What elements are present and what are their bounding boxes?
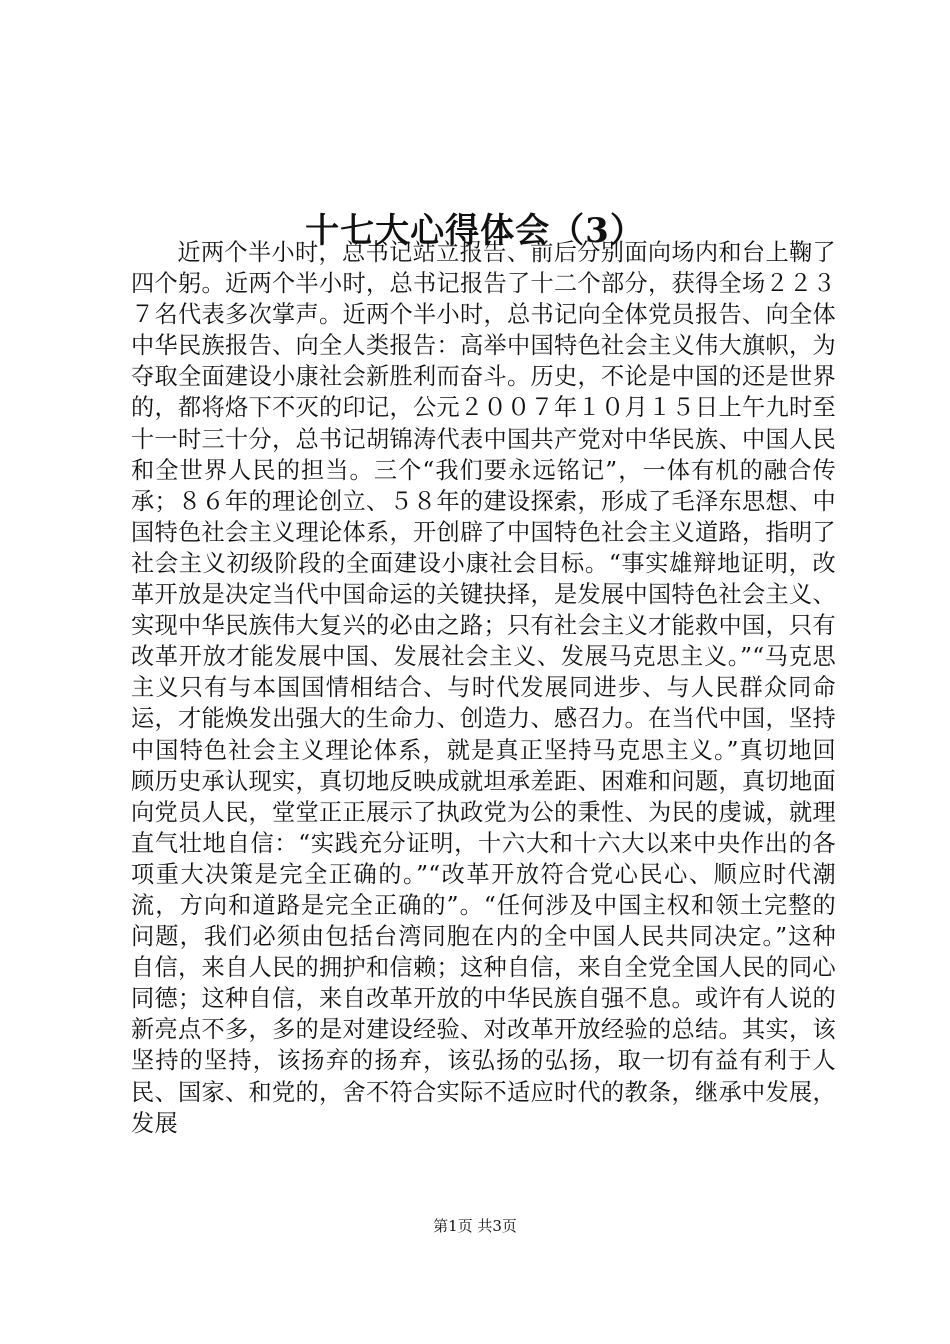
body-paragraph: 近两个半小时，总书记站立报告、前后分别面向场内和台上鞠了四个躬。近两个半小时，总书记报告了十二个部分，获得全场２２３７名代表多次掌声。近两个半小时，总书记向全体党员报告、向全体中华民族报告、向全人类报告：高举中国特色社会主义伟大旗帜，为夺取全面建设小康社会新胜利而奋斗。历史，不论是中国的还是世界的，都将烙下不灭的印记，公元２００７年１０月１５日上午九时至十一时三十分，总书记胡锦涛代表中国共产党对中华民族、中国人民和全世界人民的担当。三个“我们要永远铭记”，一体有机的融合传承；８６年的理论创立、５８年的建设探索，形成了毛泽东思想、中国特色社会主义理论体系，开创辟了中国特色社会主义道路，指明了社会主义初级阶段的全面建设小康社会目标。“事实雄辩地证明，改革开放是决定当代中国命运的关键抉择，是发展中国特色社会主义、实现中华民族伟大复兴的必由之路；只有社会主义才能救中国，只有改革开放才能发展中国、发展社会主义、发展马克思主义。”“马克思主义只有与本国国情相结合、与时代发展同进步、与人民群众同命运，才能焕发出强大的生命力、创造力、感召力。在当代中国，坚持中国特色社会主义理论体系，就是真正坚持马克思主义。”真切地回顾历史承认现实，真切地反映成就坦承差距、困难和问题，真切地面向党员人民，堂堂正正展示了执政党为公的秉性、为民的虔诚，就理直气壮地自信：“实践充分证明，十六大和十六大以来中央作出的各项重大决策是完全正确的。”“改革开放符合党心民心、顺应时代潮流，方向和道路是完全正确的”。“任何涉及中国主权和领土完整的问题，我们必须由包括台湾同胞在内的全中国人民共同决定。”这种自信，来自人民的拥护和信赖；这种自信，来自全党全国人民的同心同德；这种自信，来自改革开放的中华民族自强不息。或许有人说的新亮点不多，多的是对建设经验、对改革开放经验的总结。其实，该坚持的坚持，该扬弃的扬弃，该弘扬的弘扬，取一切有益有利于人民、国家、和党的，舍不符合实际不适应时代的教条，继承中发展，发展 bbox=[131, 239, 836, 1137]
document-title: 十七大心得体会（3） bbox=[305, 210, 645, 251]
page-footer: 第1页 共3页 bbox=[433, 1217, 517, 1235]
